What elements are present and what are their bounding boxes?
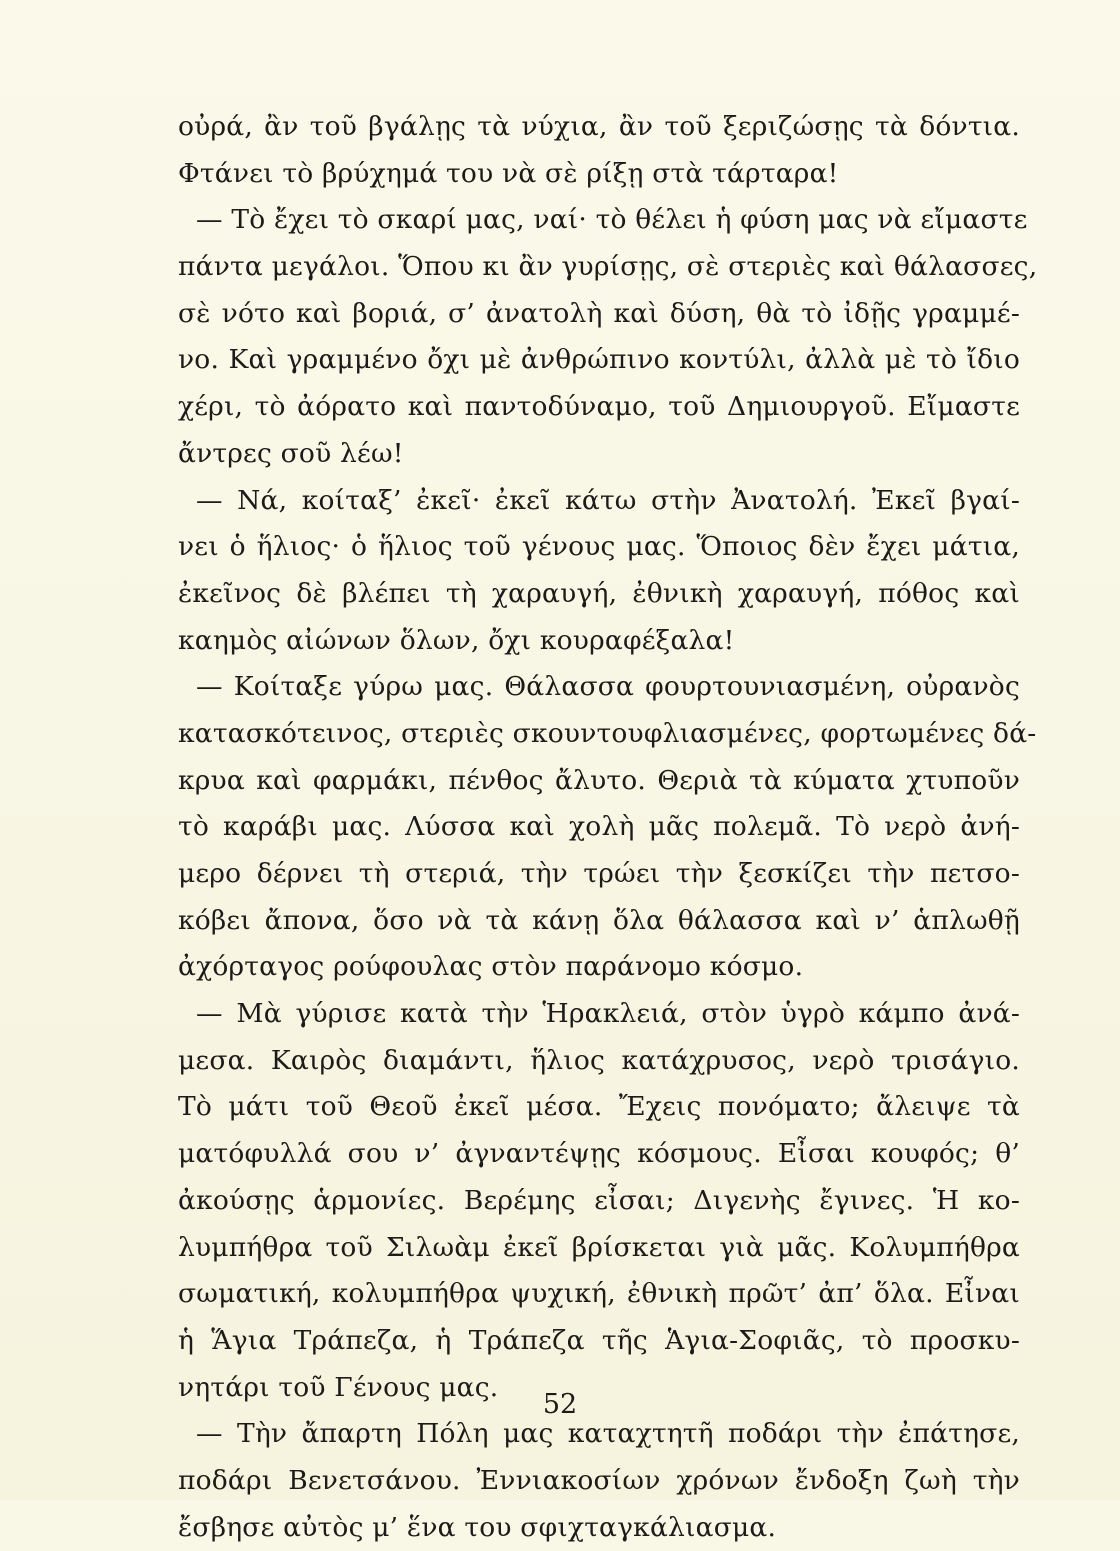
text-line: ἡ Ἅγια Τράπεζα, ἡ Τράπεζα τῆς Ἁγια-Σοφιᾶς, τὸ προσκυ-: [178, 1324, 1020, 1356]
text-line: ἄντρες σοῦ λέω!: [178, 437, 404, 469]
text-line: Τὸ μάτι τοῦ Θεοῦ ἐκεῖ μέσα. Ἔχεις πονόματο; ἄλειψε τὰ: [178, 1091, 1020, 1123]
text-line: νει ὁ ἥλιος· ὁ ἥλιος τοῦ γένους μας. Ὅποιος δὲν ἔχει μάτια,: [178, 531, 1020, 563]
text-line: νο. Καὶ γραμμένο ὄχι μὲ ἀνθρώπινο κοντύλι, ἀλλὰ μὲ τὸ ἴδιο: [178, 344, 1020, 376]
text-line: κρυα καὶ φαρμάκι, πένθος ἄλυτο. Θεριὰ τὰ κύματα χτυποῦν: [178, 764, 1020, 796]
text-line: νητάρι τοῦ Γένους μας.: [178, 1371, 499, 1403]
text-line: οὐρά, ἂν τοῦ βγάλῃς τὰ νύχια, ἂν τοῦ ξεριζώσῃς τὰ δόντια.: [178, 111, 1020, 142]
text-line: μεσα. Καιρὸς διαμάντι, ἥλιος κατάχρυσος, νερὸ τρισάγιο.: [178, 1044, 1020, 1076]
text-line: — Νά, κοίταξ’ ἐκεῖ· ἐκεῖ κάτω στὴν Ἀνατολή. Ἐκεῖ βγαί-: [196, 484, 1020, 516]
text-line: Φτάνει τὸ βρύχημά του νὰ σὲ ρίξῃ στὰ τάρταρα!: [178, 157, 839, 189]
text-line: — Κοίταξε γύρω μας. Θάλασσα φουρτουνιασμένη, οὐρανὸς: [196, 671, 1020, 703]
text-line: τὸ καράβι μας. Λύσσα καὶ χολὴ μᾶς πολεμᾶ. Τὸ νερὸ ἀνή-: [178, 811, 1020, 843]
text-line: ἐκεῖνος δὲ βλέπει τὴ χαραυγή, ἐθνικὴ χαραυγή, πόθος καὶ: [178, 577, 1020, 609]
text-line: χέρι, τὸ ἀόρατο καὶ παντοδύναμο, τοῦ Δημιουργοῦ. Εἴμαστε: [178, 391, 1020, 423]
text-line: κόβει ἄπονα, ὅσο νὰ τὰ κάνῃ ὅλα θάλασσα καὶ ν’ ἁπλωθῇ: [178, 904, 1020, 936]
text-line: λυμπήθρα τοῦ Σιλωὰμ ἐκεῖ βρίσκεται γιὰ μᾶς. Κολυμπήθρα: [178, 1231, 1020, 1263]
text-line: ἔσβησε αὐτὸς μ’ ἕνα του σφιχταγκάλιασμα.: [178, 1511, 777, 1543]
text-line: ἀκούσῃς ἁρμονίες. Βερέμης εἶσαι; Διγενὴς ἔγινες. Ἡ κο-: [178, 1184, 1020, 1216]
text-line: σωματική, κολυμπήθρα ψυχική, ἐθνικὴ πρῶτ’ ἀπ’ ὅλα. Εἶναι: [178, 1278, 1020, 1310]
text-line: ποδάρι Βενετσάνου. Ἐννιακοσίων χρόνων ἔνδοξη ζωὴ τὴν: [178, 1464, 1020, 1496]
text-line: — Τὴν ἄπαρτη Πόλη μας καταχτητῆ ποδάρι τὴν ἐπάτησε,: [196, 1418, 1020, 1450]
text-line: πάντα μεγάλοι. Ὅπου κι ἂν γυρίσῃς, σὲ στεριὲς καὶ θάλασσες,: [178, 251, 1038, 283]
text-line: κατασκότεινος, στεριὲς σκουντουφλιασμένες, φορτωμένες δά-: [178, 717, 1037, 749]
text-line: ἀχόρταγος ρούφουλας στὸν παράνομο κόσμο.: [178, 951, 804, 983]
text-line: σὲ νότο καὶ βοριά, σ’ ἀνατολὴ καὶ δύση, θὰ τὸ ἰδῇς γραμμέ-: [178, 297, 1020, 329]
text-line: μερο δέρνει τὴ στεριά, τὴν τρώει τὴν ξεσκίζει τὴν πετσο-: [178, 858, 1020, 889]
page-number: 52: [542, 1389, 578, 1420]
body-text: [178, 104, 1038, 1551]
text-line: — Μὰ γύρισε κατὰ τὴν Ἡρακλειά, στὸν ὑγρὸ κάμπο ἀνά-: [196, 998, 1020, 1030]
text-line: — Τὸ ἔχει τὸ σκαρί μας, ναί· τὸ θέλει ἡ φύση μας νὰ εἴμαστε: [196, 204, 1028, 236]
text-line: ματόφυλλά σου ν’ ἀγναντέψῃς κόσμους. Εἶσαι κουφός; θ’: [178, 1138, 1020, 1170]
text-line: καημὸς αἰώνων ὅλων, ὄχι κουραφέξαλα!: [178, 624, 735, 656]
